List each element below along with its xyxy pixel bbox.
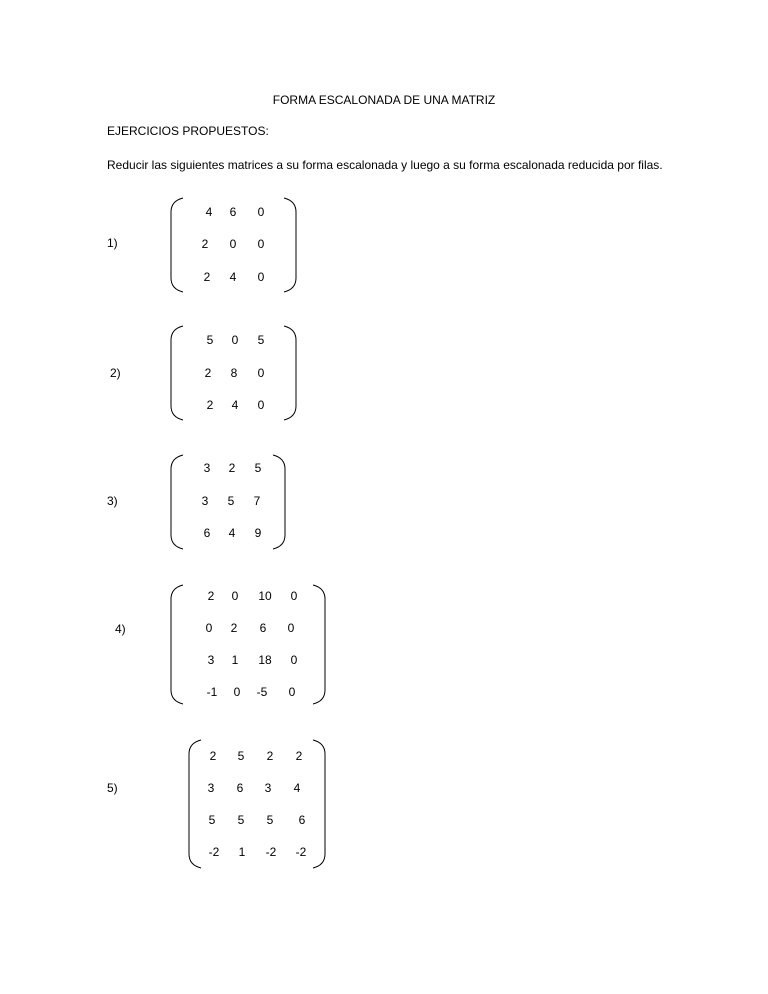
matrix-cell: 2 <box>201 237 209 251</box>
matrix-cell: 4 <box>205 205 213 219</box>
matrix-cell: 3 <box>264 781 272 795</box>
matrix-cell: 5 <box>257 333 265 347</box>
matrix-cell: 0 <box>290 653 298 667</box>
matrix-cell: 6 <box>298 813 306 827</box>
matrix-cell: 5 <box>266 813 274 827</box>
matrix-cell: 0 <box>257 398 265 412</box>
matrix-cell: 7 <box>253 494 261 508</box>
matrix-cell: 6 <box>203 526 211 540</box>
matrix-cell: 2 <box>228 461 236 475</box>
matrix-cell: -2 <box>295 845 307 859</box>
matrix-cell: 10 <box>258 589 272 603</box>
matrix-cell: 0 <box>287 621 295 635</box>
matrix-cell: 2 <box>209 749 217 763</box>
matrix-cell: -2 <box>265 845 277 859</box>
matrix-cell: 3 <box>201 494 209 508</box>
matrix-cell: 0 <box>288 685 296 699</box>
instructions-text: Reducir las siguientes matrices a su forma escalonada y luego a su forma escalonada reducida por filas. <box>107 158 663 172</box>
exercise-label: 2) <box>110 366 121 380</box>
matrix-cell: 2 <box>203 270 211 284</box>
page-title: FORMA ESCALONADA DE UNA MATRIZ <box>272 93 496 107</box>
matrix-cell: 8 <box>230 366 238 380</box>
matrix-cell: 2 <box>266 749 274 763</box>
matrix-cell: 0 <box>233 685 241 699</box>
matrix-cell: 2 <box>295 749 303 763</box>
matrix-cell: 5 <box>237 813 245 827</box>
exercise-label: 3) <box>107 494 118 508</box>
matrix-cell: 3 <box>207 653 215 667</box>
exercise-label: 1) <box>107 236 118 250</box>
matrix-cell: 0 <box>205 621 213 635</box>
exercise-label: 5) <box>107 781 118 795</box>
matrix-cell: 5 <box>206 333 214 347</box>
matrix-cell: 0 <box>231 333 239 347</box>
matrix-cell: 2 <box>204 366 212 380</box>
matrix-cell: 5 <box>254 461 262 475</box>
matrix-cell: 1 <box>238 845 246 859</box>
matrix-cell: 5 <box>227 494 235 508</box>
matrix-cell: 0 <box>257 270 265 284</box>
matrix-cell: -2 <box>208 845 220 859</box>
matrix-cell: 4 <box>228 526 236 540</box>
matrix-cell: 1 <box>231 653 239 667</box>
matrix-cell: 5 <box>208 813 216 827</box>
matrix-cell: 6 <box>259 621 267 635</box>
matrix-cell: 0 <box>257 237 265 251</box>
matrix-cell: 2 <box>206 398 214 412</box>
matrix-cell: -1 <box>206 685 218 699</box>
matrix-cell: 4 <box>229 270 237 284</box>
matrix-cell: 5 <box>237 749 245 763</box>
matrix-cell: 0 <box>257 366 265 380</box>
matrix-cell: 2 <box>207 589 215 603</box>
matrix-cell: 0 <box>231 589 239 603</box>
matrix-cell: 18 <box>258 653 272 667</box>
matrix-cell: 9 <box>254 526 262 540</box>
section-heading: EJERCICIOS PROPUESTOS: <box>107 124 269 138</box>
matrix-cell: 0 <box>229 237 237 251</box>
matrix-cell: 0 <box>257 205 265 219</box>
matrix-cell: -5 <box>256 685 268 699</box>
matrix-cell: 4 <box>293 781 301 795</box>
matrix-cell: 2 <box>230 621 238 635</box>
matrix-cell: 6 <box>236 781 244 795</box>
exercise-label: 4) <box>115 622 126 636</box>
matrix-cell: 3 <box>203 461 211 475</box>
matrix-cell: 4 <box>231 398 239 412</box>
matrix-cell: 0 <box>290 589 298 603</box>
matrix-cell: 3 <box>207 781 215 795</box>
matrix-cell: 6 <box>229 205 237 219</box>
